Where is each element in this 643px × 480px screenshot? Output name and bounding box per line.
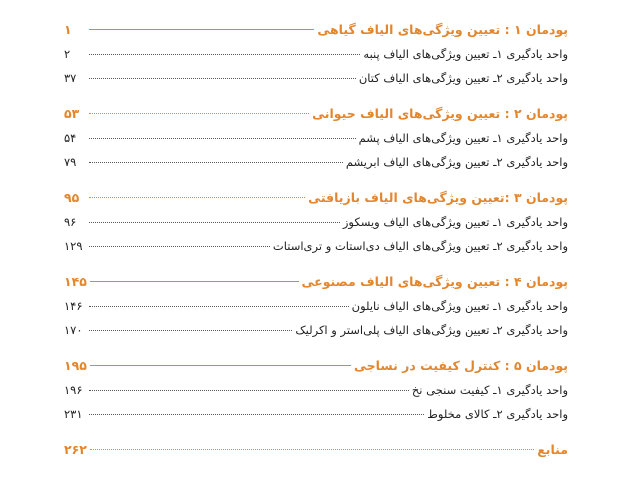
unit-title: واحد یادگیری ۱ـ تعیین ویژگی‌های الیاف نایلون [351, 299, 568, 313]
page-number: ۵۴ [64, 131, 77, 145]
dot-leader [89, 78, 356, 79]
dot-leader [89, 414, 424, 415]
module-section-1 [64, 18, 568, 90]
page-number: ۵۳ [64, 106, 80, 121]
table-of-contents [64, 18, 568, 474]
module-section-2 [64, 102, 568, 174]
dot-leader [90, 281, 299, 282]
unit-title: واحد یادگیری ۲ـ کالای مخلوط [427, 407, 568, 421]
unit-entry[interactable] [64, 294, 568, 318]
unit-title: واحد یادگیری ۲ـ تعیین ویژگی‌های الیاف ابریشم [345, 155, 568, 169]
dot-leader [89, 222, 340, 223]
references-section [64, 438, 568, 462]
dot-leader [89, 390, 409, 391]
references-title: منابع [537, 442, 568, 457]
unit-entry[interactable] [64, 378, 568, 402]
page-number: ۱ [64, 22, 72, 37]
dot-leader [89, 197, 305, 198]
module-title: پودمان ۲ : تعیین ویژگی‌های الیاف حیوانی [312, 106, 568, 121]
unit-title: واحد یادگیری ۱ـ تعیین ویژگی‌های الیاف ویسکوز [342, 215, 568, 229]
dot-leader [89, 29, 314, 30]
unit-entry[interactable] [64, 402, 568, 426]
dot-leader [90, 365, 351, 366]
unit-entry[interactable] [64, 318, 568, 342]
page-number: ۱۴۶ [64, 299, 83, 313]
references-heading[interactable] [64, 438, 568, 462]
unit-entry[interactable] [64, 150, 568, 174]
unit-title: واحد یادگیری ۲ـ تعیین ویژگی‌های الیاف کتان [358, 71, 568, 85]
unit-entry[interactable] [64, 42, 568, 66]
module-heading-4[interactable] [64, 270, 568, 294]
module-section-4 [64, 270, 568, 342]
page-number: ۱۷۰ [64, 323, 83, 337]
page-number: ۹۶ [64, 215, 77, 229]
unit-entry[interactable] [64, 126, 568, 150]
unit-title: واحد یادگیری ۱ـ تعیین ویژگی‌های الیاف پشم [358, 131, 568, 145]
dot-leader [90, 449, 534, 450]
unit-title: واحد یادگیری ۱ـ تعیین ویژگی‌های الیاف پنبه [363, 47, 568, 61]
page-number: ۲ [64, 47, 71, 61]
module-title: پودمان ۳ :تعیین ویژگی‌های الیاف بازیافتی [308, 190, 568, 205]
module-heading-3[interactable] [64, 186, 568, 210]
unit-entry[interactable] [64, 210, 568, 234]
module-heading-5[interactable] [64, 354, 568, 378]
module-heading-2[interactable] [64, 102, 568, 126]
page-number: ۳۷ [64, 71, 77, 85]
module-section-3 [64, 186, 568, 258]
unit-title: واحد یادگیری ۲ـ تعیین ویژگی‌های الیاف پلی‌استر و اکرلیک [295, 323, 568, 337]
page-number: ۱۹۵ [64, 358, 87, 373]
page-number: ۲۶۲ [64, 442, 87, 457]
page-number: ۱۲۹ [64, 239, 83, 253]
module-title: پودمان ۱ : تعیین ویژگی‌های الیاف گیاهی [317, 22, 568, 37]
dot-leader [89, 113, 309, 114]
module-heading-1[interactable] [64, 18, 568, 42]
dot-leader [89, 138, 356, 139]
dot-leader [89, 246, 270, 247]
dot-leader [89, 330, 292, 331]
page-number: ۷۹ [64, 155, 77, 169]
dot-leader [89, 54, 360, 55]
unit-title: واحد یادگیری ۲ـ تعیین ویژگی‌های الیاف دی‌استات و تری‌استات [272, 239, 568, 253]
dot-leader [89, 162, 343, 163]
module-title: پودمان ۵ : کنترل کیفیت در نساجی [354, 358, 568, 373]
unit-entry[interactable] [64, 234, 568, 258]
page-number: ۱۹۶ [64, 383, 83, 397]
page-number: ۹۵ [64, 190, 80, 205]
dot-leader [89, 306, 349, 307]
unit-entry[interactable] [64, 66, 568, 90]
unit-title: واحد یادگیری ۱ـ کیفیت سنجی نخ [411, 383, 568, 397]
module-title: پودمان ۴ : تعیین ویژگی‌های الیاف مصنوعی [301, 274, 568, 289]
page-number: ۱۴۵ [64, 274, 87, 289]
module-section-5 [64, 354, 568, 426]
page-number: ۲۳۱ [64, 407, 83, 421]
